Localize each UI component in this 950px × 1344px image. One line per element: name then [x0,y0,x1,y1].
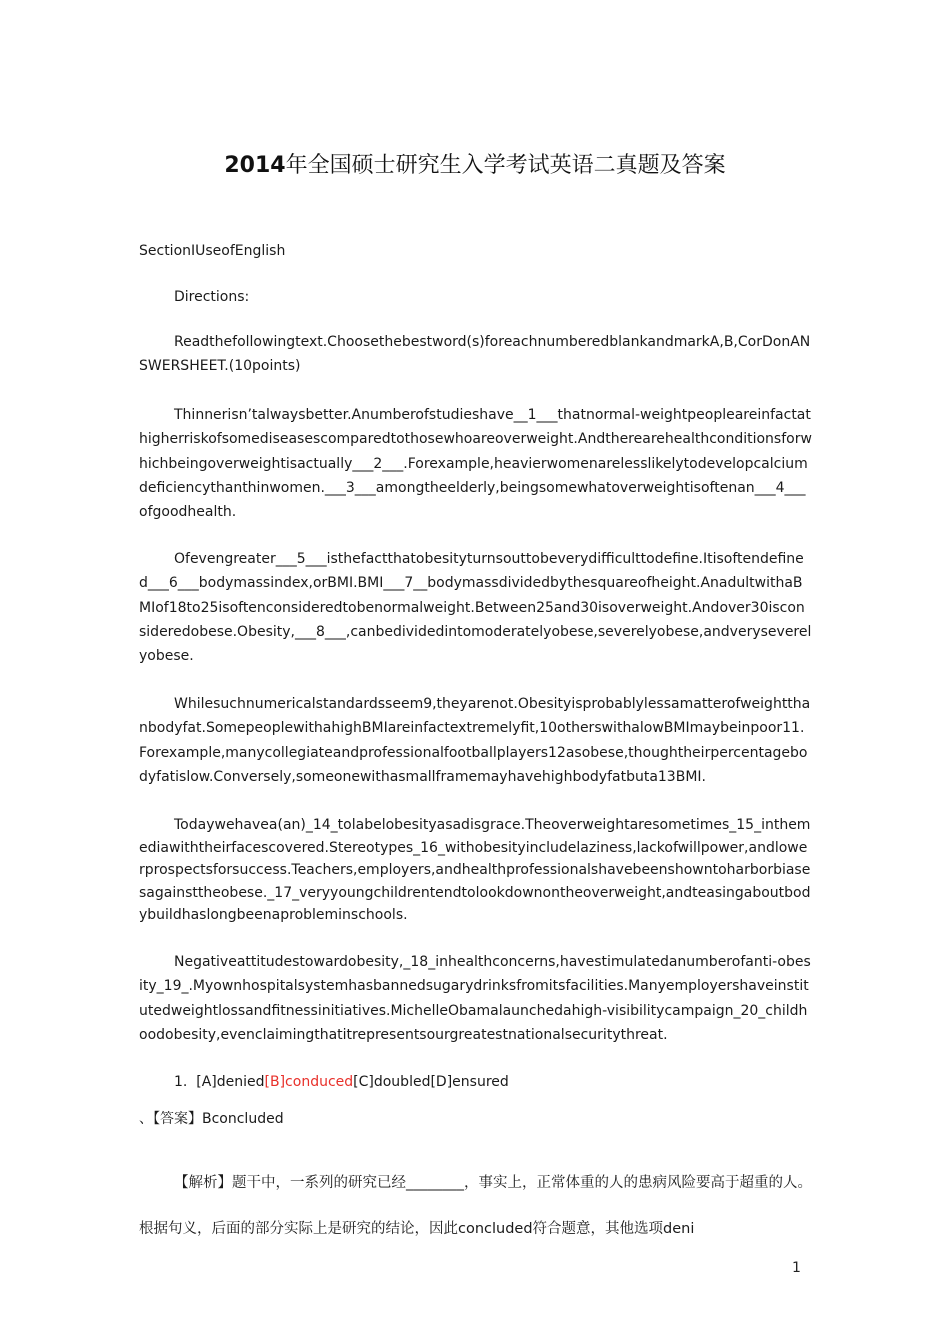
option-a: [A]denied [196,1074,265,1090]
title-text: 年全国硕士研究生入学考试英语二真题及答案 [285,153,726,178]
passage-paragraph-5: Negativeattitudestowardobesity,_18_inhealthconcerns,havestimulatedanumberofanti-obesity_19_.Myownhospitalsystemhasbannedsugarydrinksfromitsfacilities.Manyemployershaveinstitutedweightlossandfitnessinitiatives.MichelleObamalaunchedahigh-visibilitycampaign_20_childhoodobesity,evenclaimingthatitrepresentsourgreatestnationalsecuritythreat. [139,954,811,1043]
directions-text: Readthefollowingtext.Choosethebestword(s)foreachnumberedblankandmarkA,B,CorDonANSWERSHEET.(10points) [139,334,811,374]
option-d: [D]ensured [430,1074,509,1090]
analysis-paragraph: 【解析】题干中，一系列的研究已经________，事实上，正常体重的人的患病风险要高于超重的人。根据句义，后面的部分实际上是研究的结论，因此concluded符合题意，其他选项deni [139,1175,812,1237]
question-1 [139,1070,812,1094]
page-number: 1 [792,1260,801,1276]
directions-label: Directions: [174,289,250,305]
passage-paragraph-2: Ofevengreater___5___isthefactthatobesityturnsouttobeverydifficulttodefine.Itisoftendefined___6___bodymassindex,orBMI.BMI___7__bodymassdividedbythesquareofheight.AnadultwithaBMIof18to25isoftenconsideredtobenormalweight.Between25and30isoverweight.Andover30isconsideredobese.Obesity,___8___,canbedividedintomoderatelyobese,severelyobese,andveryseverelyobese. [139,551,812,665]
question-number: 1. [174,1074,188,1090]
passage-paragraph-1: Thinnerisn’talwaysbetter.Anumberofstudieshave__1___thatnormal-weightpeopleareinfactathigherriskofsomediseasescomparedtothosewhoareoverweight.Andtherearehealthconditionsforwhichbeingoverweightisactually___2___.Forexample,heavierwomenarelesslikelytodevelopcalciumdeficiencythanthinwomen.___3___amongtheelderly,beingsomewhatoverweightisoftenan___4___ofgoodhealth. [139,407,812,521]
page-title [0,148,950,179]
option-c: [C]doubled [353,1074,431,1090]
passage-paragraph-4: Todaywehavea(an)_14_tolabelobesityasadisgrace.Theoverweightaresometimes_15_inthemediawiththeirfacescovered.Stereotypes_16_withobesityincludelaziness,lackofwillpower,andlowerprospectsforsuccess.Teachers,employers,andhealthprofessionalshavebeenshowntoharborbiasesagainsttheobese._17_veryyoungchildrentendtolookdownontheoverweight,andteasingaboutbodybuildhaslongbeenaprobleminschools. [139,817,811,923]
section-heading: SectionIUseofEnglish [139,243,286,259]
title-year: 2014 [224,153,286,178]
answer-line: 、【答案】Bconcluded [139,1111,284,1127]
option-b-highlighted: [B]conduced [264,1074,354,1090]
passage-paragraph-3: Whilesuchnumericalstandardsseem9,theyarenot.Obesityisprobablylessamatterofweightthanbodyfat.SomepeoplewithahighBMIareinfactextremelyfit,10otherswithalowBMImaybeinpoor11.Forexample,manycollegiateandprofessionalfootballplayers12asobese,thoughtheirpercentagebodyfatislow.Conversely,someonewithasmallframemayhavehighbodyfatbuta13BMI. [139,696,811,785]
